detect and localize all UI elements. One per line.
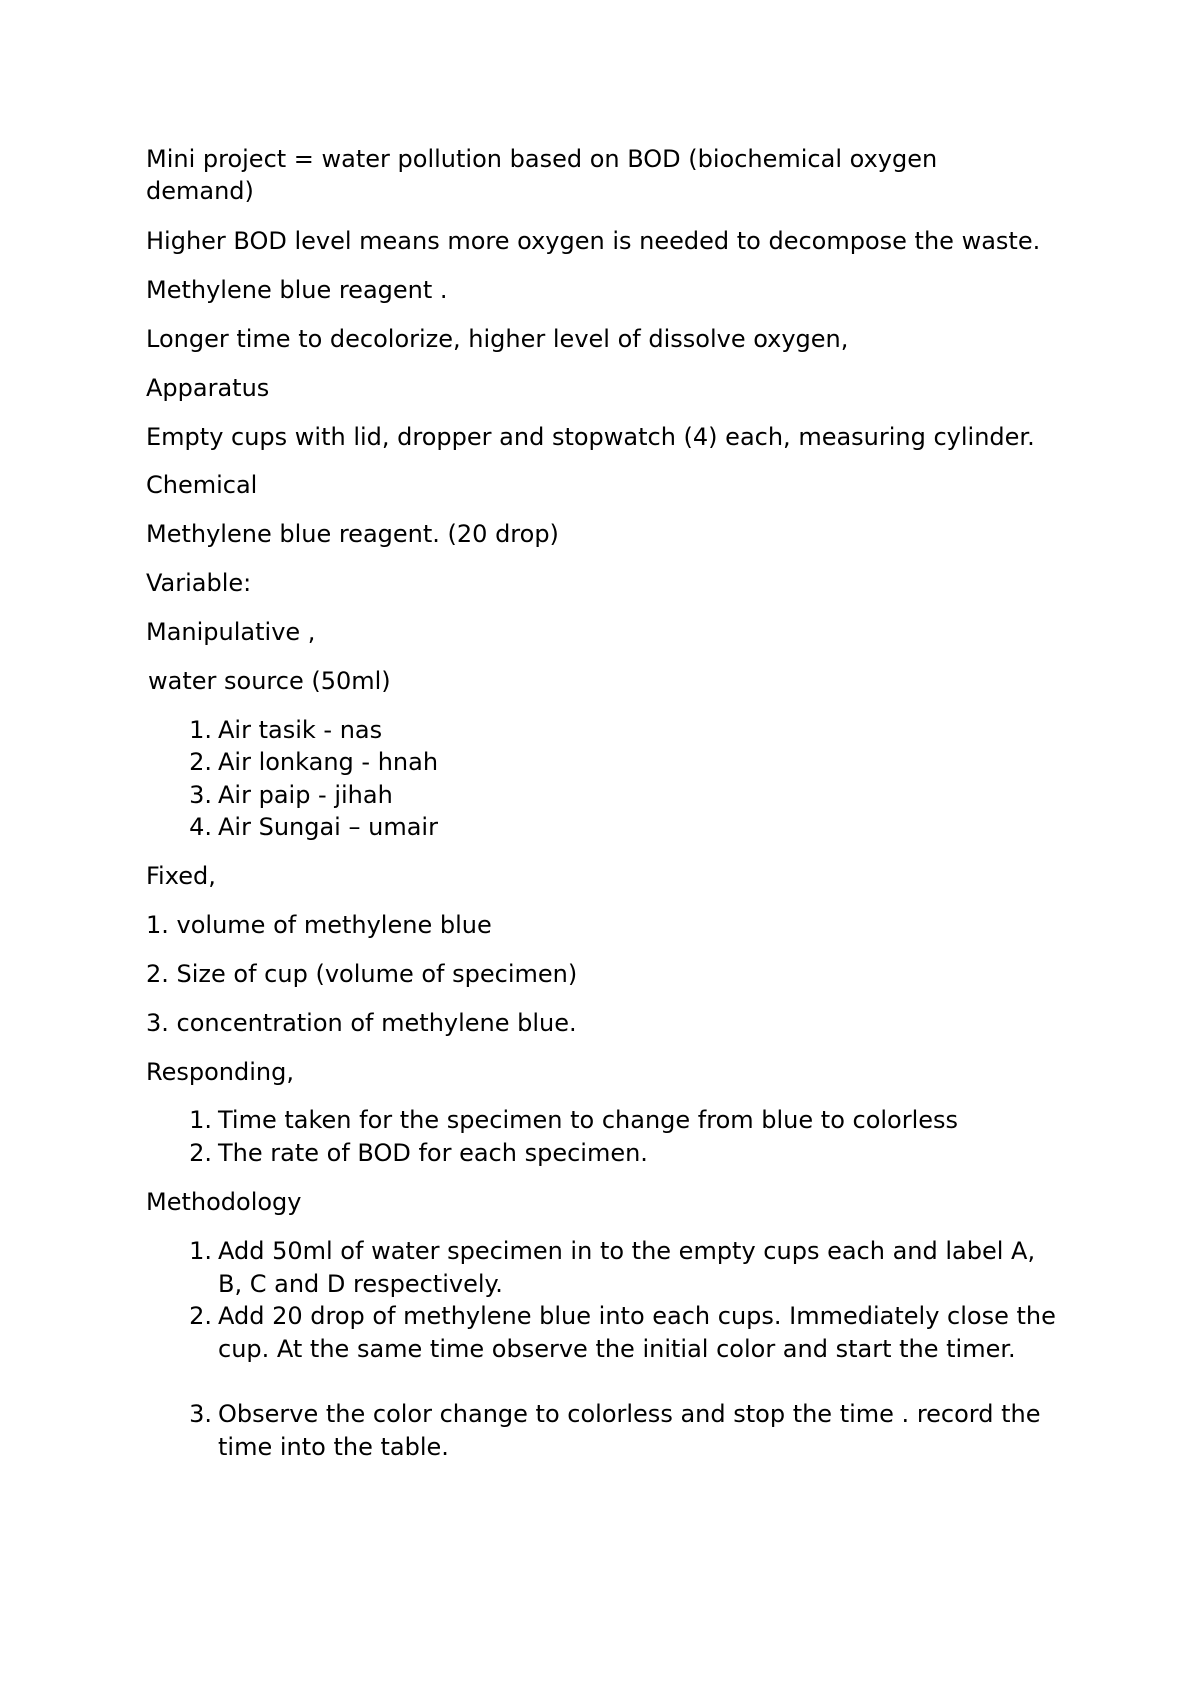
methodology-heading: Methodology bbox=[146, 1188, 302, 1216]
fixed-item: 2. Size of cup (volume of specimen) bbox=[146, 960, 578, 988]
bod-note: Higher BOD level means more oxygen is needed to decompose the waste. bbox=[146, 227, 1041, 255]
list-number: 1. bbox=[189, 716, 212, 744]
document-page bbox=[146, 0, 1076, 1696]
fixed-heading: Fixed, bbox=[146, 862, 216, 890]
fixed-item: 1. volume of methylene blue bbox=[146, 911, 492, 939]
list-number: 4. bbox=[189, 813, 212, 841]
responding-heading: Responding, bbox=[146, 1058, 294, 1086]
list-number: 2. bbox=[189, 1139, 212, 1167]
list-text: Add 50ml of water specimen in to the empty cups each and label A, B, C and D respectively. bbox=[218, 1237, 1036, 1298]
list-text: Observe the color change to colorless and stop the time . record the time into the table. bbox=[218, 1400, 1041, 1461]
list-text: Air paip - jihah bbox=[218, 781, 393, 809]
list-number: 1. bbox=[189, 1106, 212, 1134]
reagent-note: Methylene blue reagent . bbox=[146, 276, 448, 304]
chemical-heading: Chemical bbox=[146, 471, 258, 499]
list-text: Air tasik - nas bbox=[218, 716, 383, 744]
list-text: Add 20 drop of methylene blue into each cups. Immediately close the cup. At the same time observe the initial color and start the timer. bbox=[218, 1302, 1056, 1363]
list-number: 3. bbox=[189, 781, 212, 809]
list-number: 2. bbox=[189, 1302, 212, 1330]
list-number: 2. bbox=[189, 748, 212, 776]
list-text: Air Sungai – umair bbox=[218, 813, 438, 841]
project-title: Mini project = water pollution based on BOD (biochemical oxygen demand) bbox=[146, 145, 938, 205]
manipulative-heading: Manipulative , bbox=[146, 618, 316, 646]
list-number: 3. bbox=[189, 1400, 212, 1428]
apparatus-text: Empty cups with lid, dropper and stopwatch (4) each, measuring cylinder. bbox=[146, 423, 1035, 451]
apparatus-heading: Apparatus bbox=[146, 374, 270, 402]
water-source-label: water source (50ml) bbox=[148, 667, 391, 695]
list-text: Air lonkang - hnah bbox=[218, 748, 439, 776]
list-number: 1. bbox=[189, 1237, 212, 1265]
fixed-item: 3. concentration of methylene blue. bbox=[146, 1009, 577, 1037]
list-text: Time taken for the specimen to change from blue to colorless bbox=[218, 1106, 959, 1134]
decolorize-note: Longer time to decolorize, higher level of dissolve oxygen, bbox=[146, 325, 849, 353]
chemical-text: Methylene blue reagent. (20 drop) bbox=[146, 520, 559, 548]
list-text: The rate of BOD for each specimen. bbox=[218, 1139, 648, 1167]
variable-heading: Variable: bbox=[146, 569, 252, 597]
